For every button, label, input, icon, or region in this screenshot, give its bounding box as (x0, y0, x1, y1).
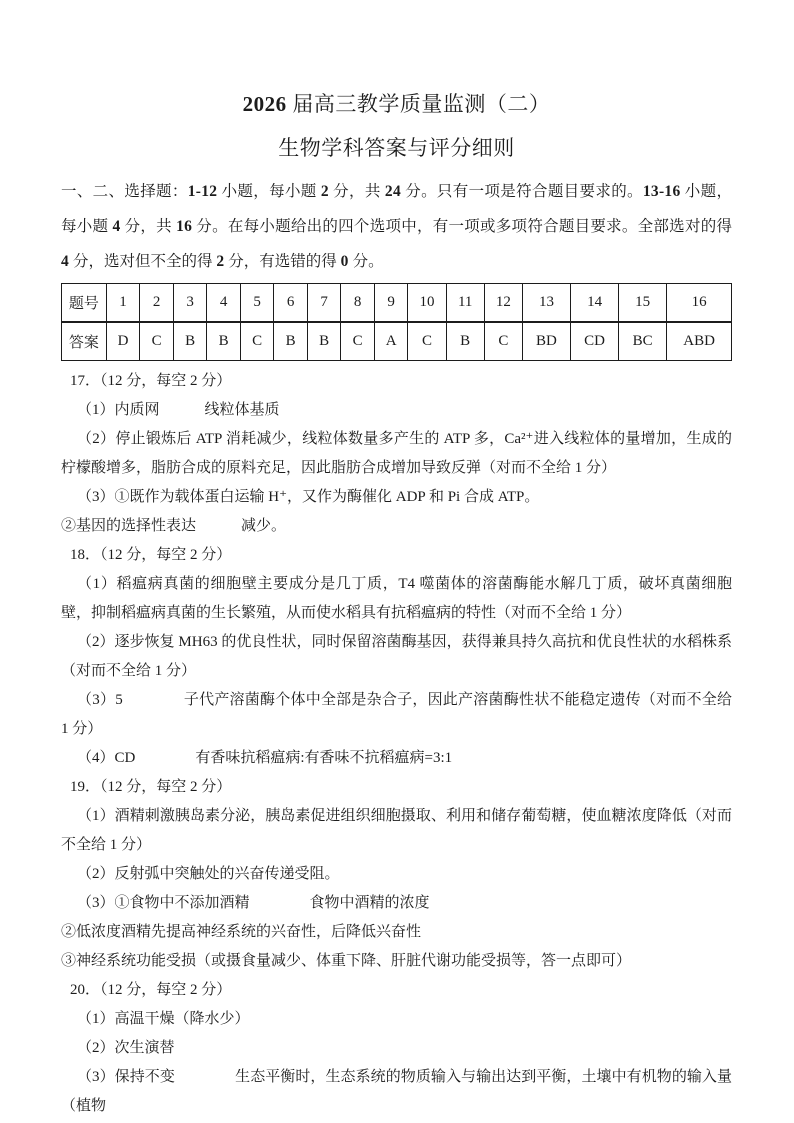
answer-section (61, 367, 732, 541)
answer-line: （2）次生演替 (77, 1040, 175, 1056)
answer-cell: A (374, 322, 408, 361)
bold-text-run: 0 (340, 253, 349, 270)
bold-text-run: 24 (384, 183, 402, 200)
answer-table-answer-row (62, 322, 732, 361)
text-run: 一、二、选择题： (61, 183, 188, 200)
question-number-cell: 6 (274, 284, 308, 323)
row-label-answer: 答案 (62, 322, 107, 361)
answer-line: （4）CD 有香味抗稻瘟病:有香味不抗稻瘟病=3:1 (77, 750, 453, 766)
answer-line: （1）酒精刺激胰岛素分泌，胰岛素促进组织细胞摄取、利用和储存葡萄糖，使血糖浓度降低（对而不全给 1 分） (61, 808, 732, 853)
question-number-cell: 13 (522, 284, 570, 323)
answer-section (61, 976, 732, 1121)
bold-text-run: 2026 (242, 92, 287, 116)
answer-cell: C (408, 322, 446, 361)
answer-sections (61, 367, 732, 1121)
text-run: 届高三教学质量监测（二） (286, 92, 551, 116)
answer-line: （2）停止锻炼后 ATP 消耗减少，线粒体数量多产生的 ATP 多，Ca²⁺进入线粒体的量增加，生成的柠檬酸增多，脂肪合成的原料充足，因此脂肪合成增加导致反弹（对而不全给 1 分） (61, 431, 732, 476)
answer-cell: B (307, 322, 341, 361)
question-number-cell: 4 (207, 284, 241, 323)
answer-cell: C (140, 322, 174, 361)
question-number-cell: 16 (667, 284, 732, 323)
text-run: 分，选对但不全的得 (69, 253, 217, 270)
question-number-cell: 5 (240, 284, 274, 323)
question-number-cell: 12 (484, 284, 522, 323)
answer-cell: B (207, 322, 241, 361)
row-label-question-number: 题号 (62, 284, 107, 323)
text-run: 分，有选错的得 (224, 253, 341, 270)
answer-cell: B (173, 322, 207, 361)
question-number-cell: 2 (140, 284, 174, 323)
question-number-cell: 1 (106, 284, 140, 323)
answer-line: （1）高温干燥（降水少） (77, 1011, 250, 1027)
answer-line: ②基因的选择性表达 减少。 (61, 518, 287, 534)
section-heading: 17．（12 分，每空 2 分） (70, 373, 232, 389)
answer-cell: D (106, 322, 140, 361)
bold-text-run: 4 (112, 218, 121, 235)
answer-line: （2）反射弧中突触处的兴奋传递受阻。 (77, 866, 340, 882)
text-run: 分，共 (120, 218, 177, 235)
bold-text-run: 13-16 (642, 183, 681, 200)
answer-line: ②低浓度酒精先提高神经系统的兴奋性，后降低兴奋性 (61, 924, 422, 940)
answer-cell: C (341, 322, 375, 361)
bold-text-run: 16 (176, 218, 193, 235)
answer-table (61, 283, 732, 361)
answer-section (61, 773, 732, 976)
answer-line: ③神经系统功能受损（或摄食量减少、体重下降、肝脏代谢功能受损等，答一点即可） (61, 953, 632, 969)
text-run: 分。只有一项是符合题目要求的。 (401, 183, 643, 200)
answer-line: （3）①既作为载体蛋白运输 H⁺，又作为酶催化 ADP 和 Pi 合成 ATP。 (77, 489, 540, 505)
section-heading: 19．（12 分，每空 2 分） (70, 779, 232, 795)
section-heading: 18．（12 分，每空 2 分） (70, 547, 232, 563)
answer-section (61, 541, 732, 773)
question-number-cell: 15 (619, 284, 667, 323)
bold-text-run: 2 (216, 253, 225, 270)
text-run: 小题，每小题 (61, 183, 732, 235)
question-number-cell: 3 (173, 284, 207, 323)
intro-paragraph (61, 174, 732, 279)
question-number-cell: 11 (446, 284, 484, 323)
text-run: 分，共 (328, 183, 385, 200)
answer-line: （3）①食物中不添加酒精 食物中酒精的浓度 (77, 895, 430, 911)
answer-cell: BD (522, 322, 570, 361)
question-number-cell: 8 (341, 284, 375, 323)
answer-line: （2）逐步恢复 MH63 的优良性状，同时保留溶菌酶基因，获得兼具持久高抗和优良性状的水稻株系（对而不全给 1 分） (61, 634, 732, 679)
answer-cell: C (240, 322, 274, 361)
text-run: 分。在每小题给出的四个选项中，有一项或多项符合题目要求。全部选对的得 (192, 218, 732, 235)
bold-text-run: 1-12 (187, 183, 218, 200)
answer-line: （3）保持不变 生态平衡时，生态系统的物质输入与输出达到平衡，土壤中有机物的输入量（植物 (61, 1069, 732, 1114)
answer-cell: ABD (667, 322, 732, 361)
bold-text-run: 4 (61, 253, 70, 270)
section-heading: 20．（12 分，每空 2 分） (70, 982, 232, 998)
question-number-cell: 10 (408, 284, 446, 323)
answer-cell: B (446, 322, 484, 361)
page-title (61, 92, 732, 116)
question-number-cell: 7 (307, 284, 341, 323)
page-subtitle: 生物学科答案与评分细则 (278, 136, 515, 160)
bold-text-run: 2 (320, 183, 329, 200)
answer-line: （3）5 子代产溶菌酶个体中全部是杂合子，因此产溶菌酶性状不能稳定遗传（对而不全给 1 分） (61, 692, 732, 737)
text-run: 小题，每小题 (217, 183, 321, 200)
answer-table-number-row (62, 284, 732, 323)
answer-cell: C (484, 322, 522, 361)
answer-line: （1）稻瘟病真菌的细胞壁主要成分是几丁质，T4 噬菌体的溶菌酶能水解几丁质，破坏真菌细胞壁，抑制稻瘟病真菌的生长繁殖，从而使水稻具有抗稻瘟病的特性（对而不全给 1 分） (61, 576, 732, 621)
question-number-cell: 9 (374, 284, 408, 323)
answer-cell: B (274, 322, 308, 361)
answer-cell: BC (619, 322, 667, 361)
answer-line: （1）内质网 线粒体基质 (77, 402, 280, 418)
text-run: 分。 (348, 253, 384, 270)
question-number-cell: 14 (571, 284, 619, 323)
answer-cell: CD (571, 322, 619, 361)
